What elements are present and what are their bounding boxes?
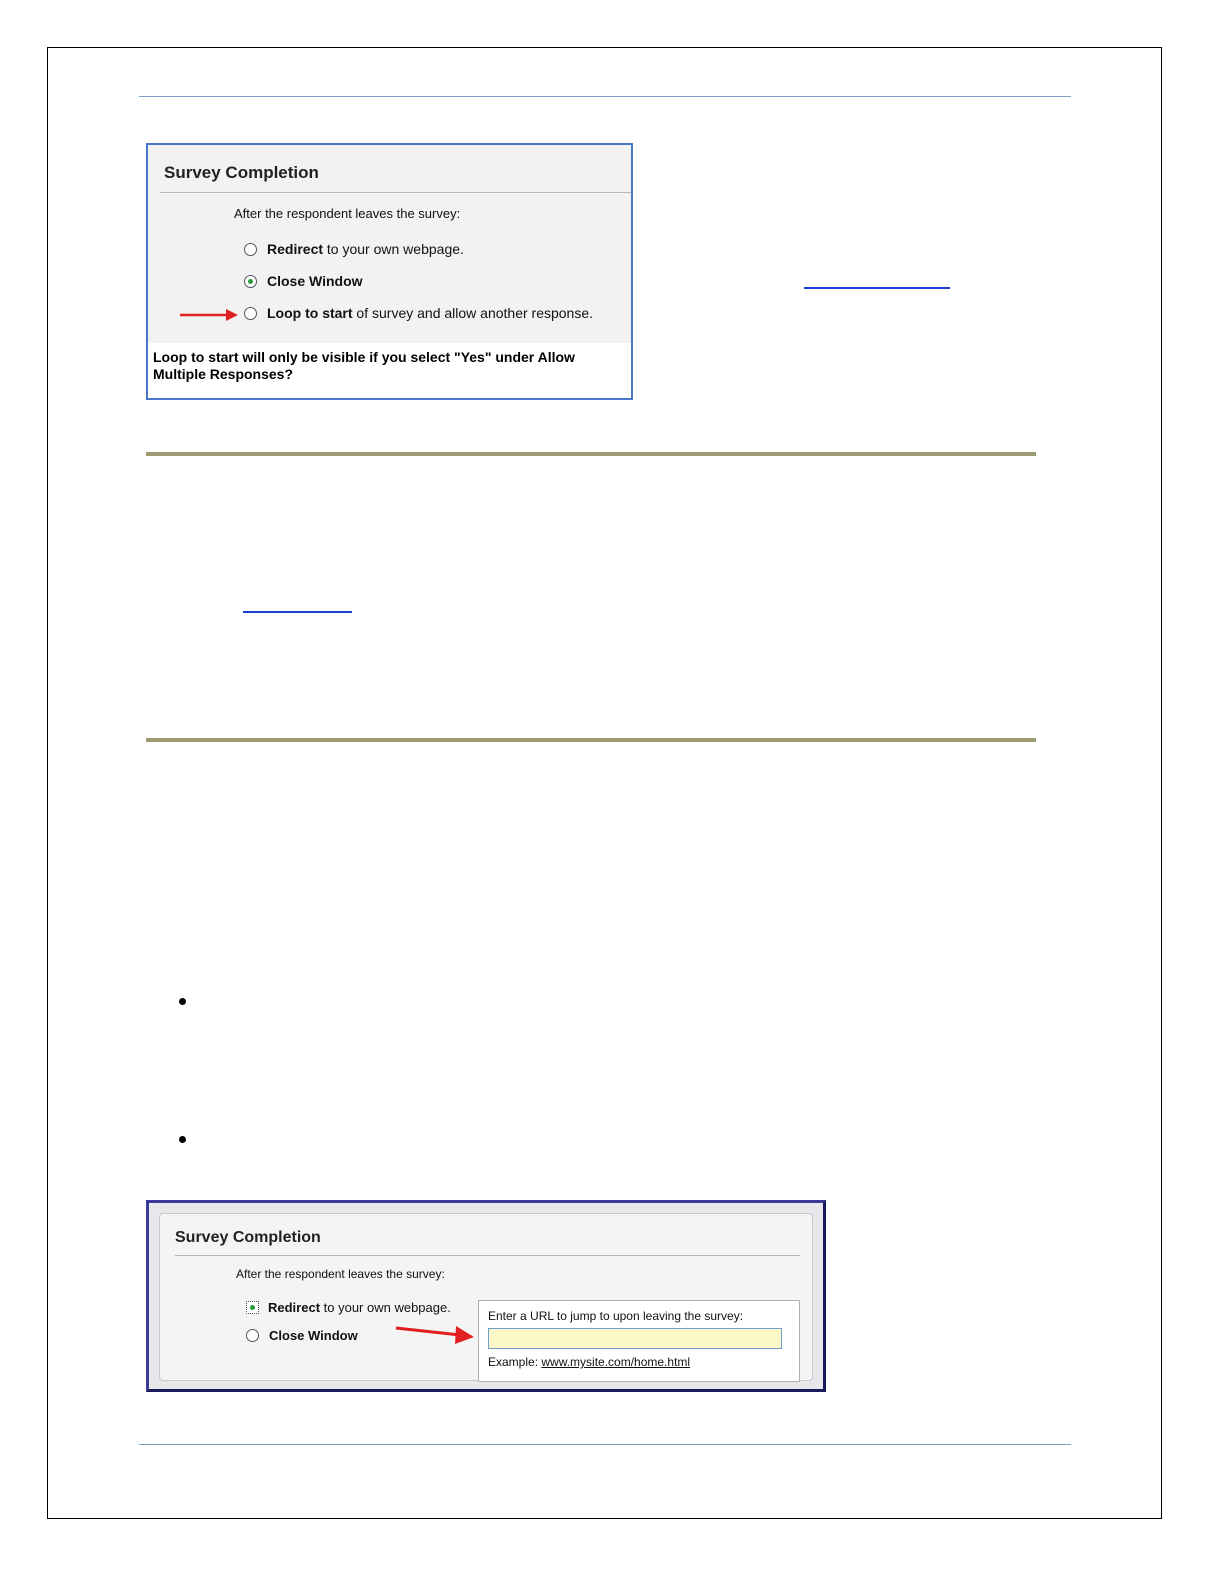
radio-button-selected[interactable] [246, 1301, 259, 1314]
example-prefix: Example: [488, 1355, 542, 1369]
option-label: to your own webpage. [320, 1300, 451, 1315]
example-url: www.mysite.com/home.html [541, 1355, 691, 1369]
list-bullet [179, 998, 186, 1005]
redirect-url-input[interactable] [488, 1328, 782, 1349]
red-arrow-icon [392, 1318, 478, 1348]
red-arrow-icon [178, 305, 242, 325]
option-redirect[interactable] [246, 1300, 451, 1315]
panel-intro: After the respondent leaves the survey: [234, 206, 461, 221]
option-close-window[interactable] [246, 1328, 358, 1343]
option-loop-to-start[interactable] [244, 305, 593, 321]
option-close-window[interactable] [244, 273, 363, 289]
option-label: of survey and allow another response. [352, 305, 594, 321]
option-redirect[interactable] [244, 241, 464, 257]
survey-completion-panel-bottom [146, 1200, 826, 1392]
panel-divider [175, 1255, 800, 1256]
option-label-bold: Redirect [268, 1300, 321, 1315]
hyperlink-underline[interactable] [804, 287, 950, 289]
radio-button[interactable] [246, 1329, 259, 1342]
url-field-label: Enter a URL to jump to upon leaving the survey: [488, 1309, 744, 1323]
radio-button[interactable] [244, 307, 257, 320]
header-rule [139, 96, 1071, 97]
footer-rule [139, 1444, 1071, 1445]
option-label-bold: Close Window [269, 1328, 358, 1343]
option-label-bold: Redirect [267, 241, 324, 257]
panel-divider [160, 192, 631, 193]
panel-inner [159, 1213, 813, 1381]
redirect-url-box [478, 1300, 800, 1382]
section-rule [146, 738, 1036, 742]
list-bullet [179, 1136, 186, 1143]
callout-note: Loop to start will only be visible if you select "Yes" under Allow Multiple Responses? [153, 349, 575, 382]
panel-intro: After the respondent leaves the survey: [236, 1267, 445, 1281]
option-label: to your own webpage. [323, 241, 464, 257]
survey-completion-panel-top [146, 143, 633, 400]
radio-button-selected[interactable] [244, 275, 257, 288]
radio-button[interactable] [244, 243, 257, 256]
option-label-bold: Loop to start [267, 305, 353, 321]
section-rule [146, 452, 1036, 456]
url-example [488, 1355, 690, 1369]
option-label-bold: Close Window [267, 273, 363, 289]
panel-title: Survey Completion [164, 163, 319, 182]
panel-title: Survey Completion [175, 1229, 321, 1246]
hyperlink-underline[interactable] [243, 611, 352, 613]
